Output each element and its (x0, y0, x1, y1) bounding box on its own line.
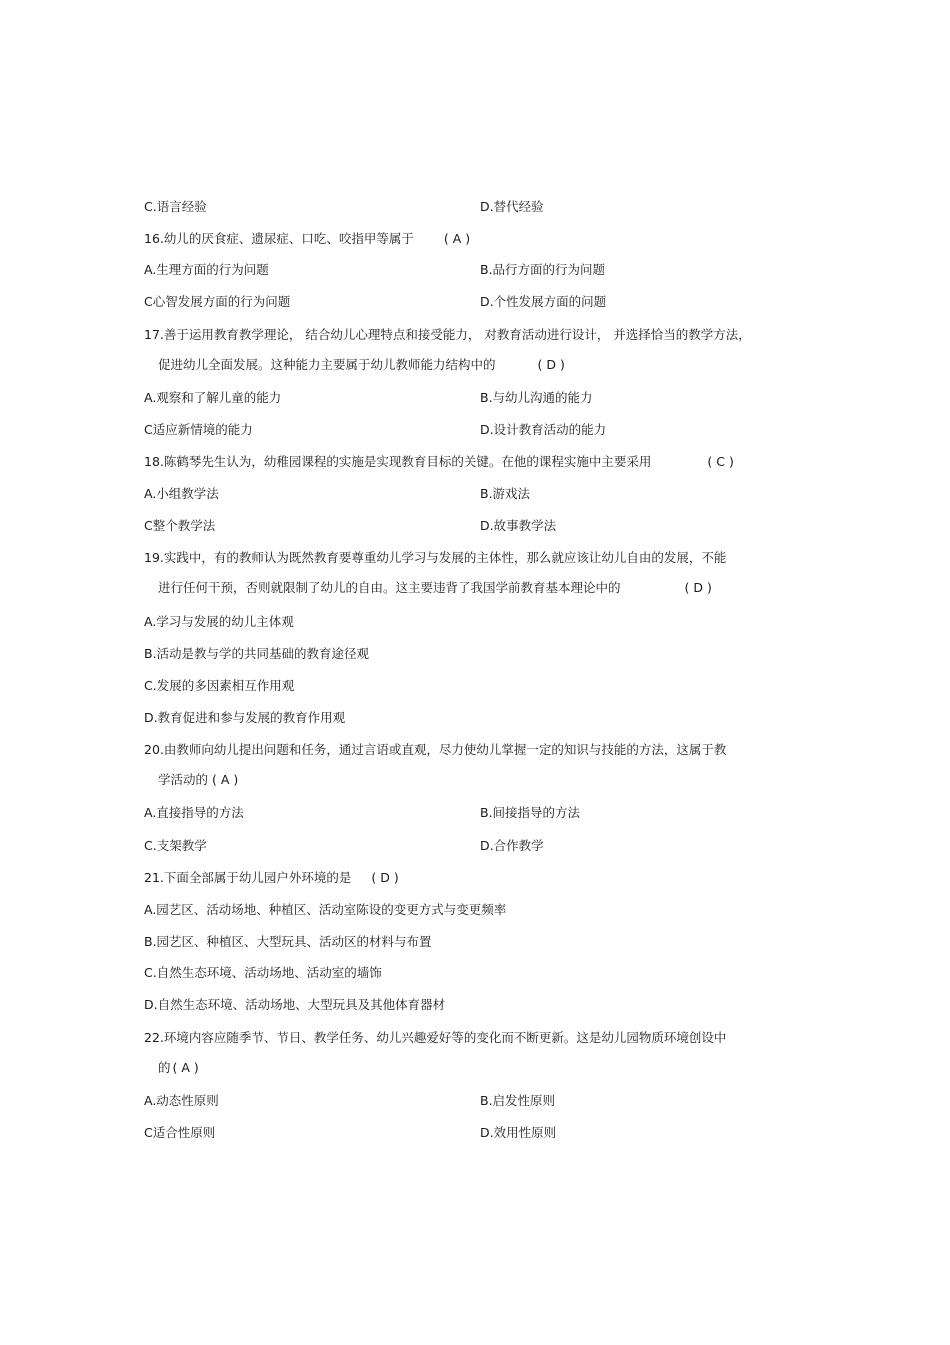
question-16-text: 16.幼儿的厌食症、遗尿症、口吃、咬指甲等属于 (144, 231, 414, 246)
option-q21-b: B.园艺区、种植区、大型玩具、活动区的材料与布置 (144, 934, 432, 949)
option-q17-d: D.设计教育活动的能力 (480, 422, 607, 437)
option-q19-b: B.活动是教与学的共同基础的教育途径观 (144, 646, 370, 661)
option-q22-d: D.效用性原则 (480, 1125, 557, 1140)
question-20-answer: ( A ) (212, 772, 239, 787)
question-17-stem-line2 (158, 357, 565, 373)
question-18-stem (144, 454, 734, 470)
question-17-text: 促进幼儿全面发展。这种能力主要属于幼儿教师能力结构中的 (158, 357, 496, 372)
question-21-answer: ( D ) (371, 870, 399, 885)
option-q20-d: D.合作教学 (480, 838, 544, 853)
option-q17-a: A.观察和了解儿童的能力 (144, 390, 282, 405)
option-q19-d: D.教育促进和参与发展的教育作用观 (144, 710, 346, 725)
option-q20-a: A.直接指导的方法 (144, 805, 244, 820)
question-16-answer: ( A ) (443, 231, 471, 246)
option-q22-c: C适合性原则 (144, 1125, 216, 1140)
question-19-stem-line2 (158, 580, 712, 596)
question-21-text: 21.下面全部属于幼儿园户外环境的是 (144, 870, 352, 885)
question-20-stem-line2 (158, 772, 238, 788)
option-q15-c: C.语言经验 (144, 199, 207, 214)
question-22-answer: ( A ) (172, 1060, 199, 1075)
option-q16-c: C心智发展方面的行为问题 (144, 294, 291, 309)
option-q19-c: C.发展的多因素相互作用观 (144, 678, 295, 693)
option-q18-a: A.小组教学法 (144, 486, 219, 501)
option-q18-b: B.游戏法 (480, 486, 531, 501)
option-q17-c: C适应新情境的能力 (144, 422, 253, 437)
question-21-stem (144, 870, 399, 886)
option-q15-d: D.替代经验 (480, 199, 544, 214)
option-q21-d: D.自然生态环境、活动场地、大型玩具及其他体育器材 (144, 997, 446, 1012)
question-22-stem-line1: 22.环境内容应随季节、节日、教学任务、幼儿兴趣爱好等的变化而不断更新。这是幼儿园物质环境创设中 (144, 1030, 727, 1045)
option-q21-c: C.自然生态环境、活动场地、活动室的墙饰 (144, 965, 382, 980)
option-q16-a: A.生理方面的行为问题 (144, 262, 269, 277)
option-q19-a: A.学习与发展的幼儿主体观 (144, 614, 294, 629)
question-17-stem-line1: 17.善于运用教育教学理论， 结合幼儿心理特点和接受能力， 对教育活动进行设计， 并选择恰当的教学方法， (144, 327, 751, 342)
option-q21-a: A.园艺区、活动场地、种植区、活动室陈设的变更方式与变更频率 (144, 902, 507, 917)
question-20-text: 学活动的 (158, 772, 209, 787)
question-16-stem (144, 231, 470, 247)
option-q16-d: D.个性发展方面的问题 (480, 294, 607, 309)
question-22-text: 的 (158, 1060, 171, 1075)
option-q16-b: B.品行方面的行为问题 (480, 262, 606, 277)
question-19-text: 进行任何干预，否则就限制了幼儿的自由。这主要违背了我国学前教育基本理论中的 (158, 580, 621, 595)
option-q18-d: D.故事教学法 (480, 518, 557, 533)
option-q18-c: C整个教学法 (144, 518, 216, 533)
question-19-stem-line1: 19.实践中，有的教师认为既然教育要尊重幼儿学习与发展的主体性，那么就应该让幼儿自由的发展，不能 (144, 550, 727, 565)
option-q17-b: B.与幼儿沟通的能力 (480, 390, 593, 405)
question-18-answer: ( C ) (707, 454, 734, 469)
option-q20-b: B.间接指导的方法 (480, 805, 581, 820)
question-19-answer: ( D ) (684, 580, 712, 595)
question-18-text: 18.陈鹤琴先生认为，幼稚园课程的实施是实现教育目标的关键。在他的课程实施中主要采用 (144, 454, 652, 469)
question-20-stem-line1: 20.由教师向幼儿提出问题和任务，通过言语或直观，尽力使幼儿掌握一定的知识与技能的方法，这属于教 (144, 742, 727, 757)
question-22-stem-line2 (158, 1060, 199, 1076)
option-q22-a: A.动态性原则 (144, 1093, 219, 1108)
option-q20-c: C.支架教学 (144, 838, 207, 853)
option-q22-b: B.启发性原则 (480, 1093, 556, 1108)
question-17-answer: ( D ) (537, 357, 565, 372)
